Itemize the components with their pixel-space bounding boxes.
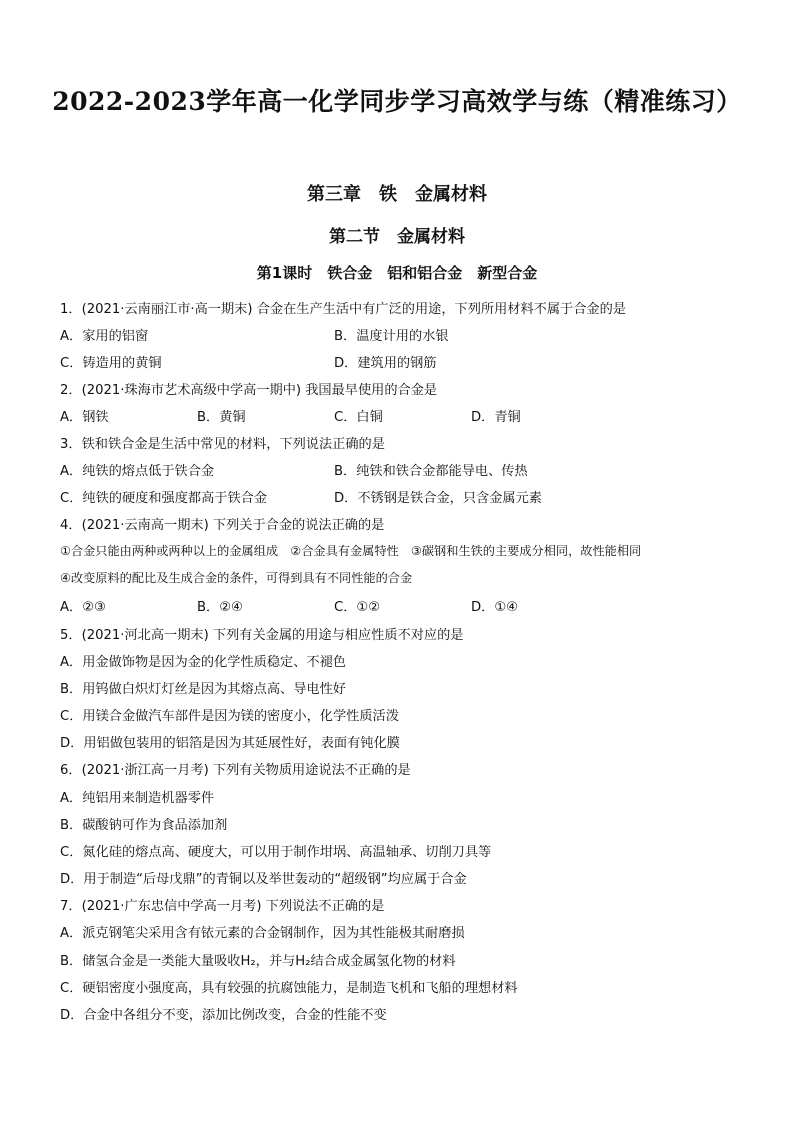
question-4-statements-line-1: ①合金只能由两种或两种以上的金属组成 ②合金具有金属特性 ③碳钢和生铁的主要成分相同，故性能相同 [60, 544, 642, 558]
question-5-option-a: A．用金做饰物是因为金的化学性质稳定、不褪色 [60, 655, 346, 670]
question-6-option-d: D．用于制造“后母戊鼎”的青铜以及举世轰动的“超级钢”均应属于合金 [60, 872, 467, 887]
question-2-option-b: B．黄铜 [197, 410, 246, 425]
question-3-option-a: A．纯铁的熔点低于铁合金 [60, 464, 215, 479]
question-1-option-a: A．家用的铝窗 [60, 329, 149, 344]
question-4-stem: 4．(2021·云南高一期末) 下列关于合金的说法正确的是 [60, 518, 385, 533]
question-6-option-c: C．氮化硅的熔点高、硬度大，可以用于制作坩埚、高温轴承、切削刀具等 [60, 845, 492, 860]
question-5-stem: 5．(2021·河北高一期末) 下列有关金属的用途与相应性质不对应的是 [60, 628, 464, 643]
question-2-stem: 2．(2021·珠海市艺术高级中学高一期中) 我国最早使用的合金是 [60, 383, 438, 398]
question-7-option-c: C．硬铝密度小强度高，具有较强的抗腐蚀能力，是制造飞机和飞船的理想材料 [60, 981, 518, 996]
question-4-option-c: C．①② [334, 600, 381, 615]
question-2-option-c: C．白铜 [334, 410, 383, 425]
question-6-stem: 6．(2021·浙江高一月考) 下列有关物质用途说法不正确的是 [60, 763, 411, 778]
question-3-option-c: C．纯铁的硬度和强度都高于铁合金 [60, 491, 268, 506]
question-1-option-c: C．铸造用的黄铜 [60, 356, 162, 371]
question-7-option-b: B．储氢合金是一类能大量吸收H₂，并与H₂结合成金属氢化物的材料 [60, 954, 456, 969]
question-1-stem: 1．(2021·云南丽江市·高一期末) 合金在生产生活中有广泛的用途，下列所用材料不属于合金的是 [60, 302, 626, 317]
document-title: 2022-2023学年高一化学同步学习高效学与练（精准练习） [52, 87, 742, 116]
section-heading: 第二节 金属材料 [329, 227, 465, 247]
question-6-option-a: A．纯铝用来制造机器零件 [60, 791, 215, 806]
question-4-option-d: D．①④ [471, 600, 518, 615]
question-5-option-d: D．用铝做包装用的铝箔是因为其延展性好，表面有钝化膜 [60, 736, 400, 751]
lesson-heading: 第1课时 铁合金 铝和铝合金 新型合金 [256, 264, 538, 282]
question-1-option-b: B．温度计用的水银 [334, 329, 449, 344]
chapter-heading: 第三章 铁 金属材料 [307, 184, 487, 205]
question-4-option-a: A．②③ [60, 600, 106, 615]
question-3-option-d: D．不锈钢是铁合金，只含金属元素 [334, 491, 542, 506]
question-2-option-d: D．青铜 [471, 410, 521, 425]
question-2-option-a: A．钢铁 [60, 410, 109, 425]
question-5-option-c: C．用镁合金做汽车部件是因为镁的密度小，化学性质活泼 [60, 709, 399, 724]
question-7-option-d: D．合金中各组分不变，添加比例改变，合金的性能不变 [60, 1008, 387, 1023]
question-3-stem: 3．铁和铁合金是生活中常见的材料，下列说法正确的是 [60, 437, 385, 452]
question-7-stem: 7．(2021·广东忠信中学高一月考) 下列说法不正确的是 [60, 899, 385, 914]
question-7-option-a: A．派克钢笔尖采用含有铱元素的合金钢制作，因为其性能极其耐磨损 [60, 926, 465, 941]
question-6-option-b: B．碳酸钠可作为食品添加剂 [60, 818, 228, 833]
question-4-statements-line-2: ④改变原料的配比及生成合金的条件，可得到具有不同性能的合金 [60, 571, 413, 585]
question-4-option-b: B．②④ [197, 600, 243, 615]
question-3-option-b: B．纯铁和铁合金都能导电、传热 [334, 464, 528, 479]
question-5-option-b: B．用钨做白炽灯灯丝是因为其熔点高、导电性好 [60, 682, 346, 697]
question-1-option-d: D．建筑用的钢筋 [334, 356, 437, 371]
